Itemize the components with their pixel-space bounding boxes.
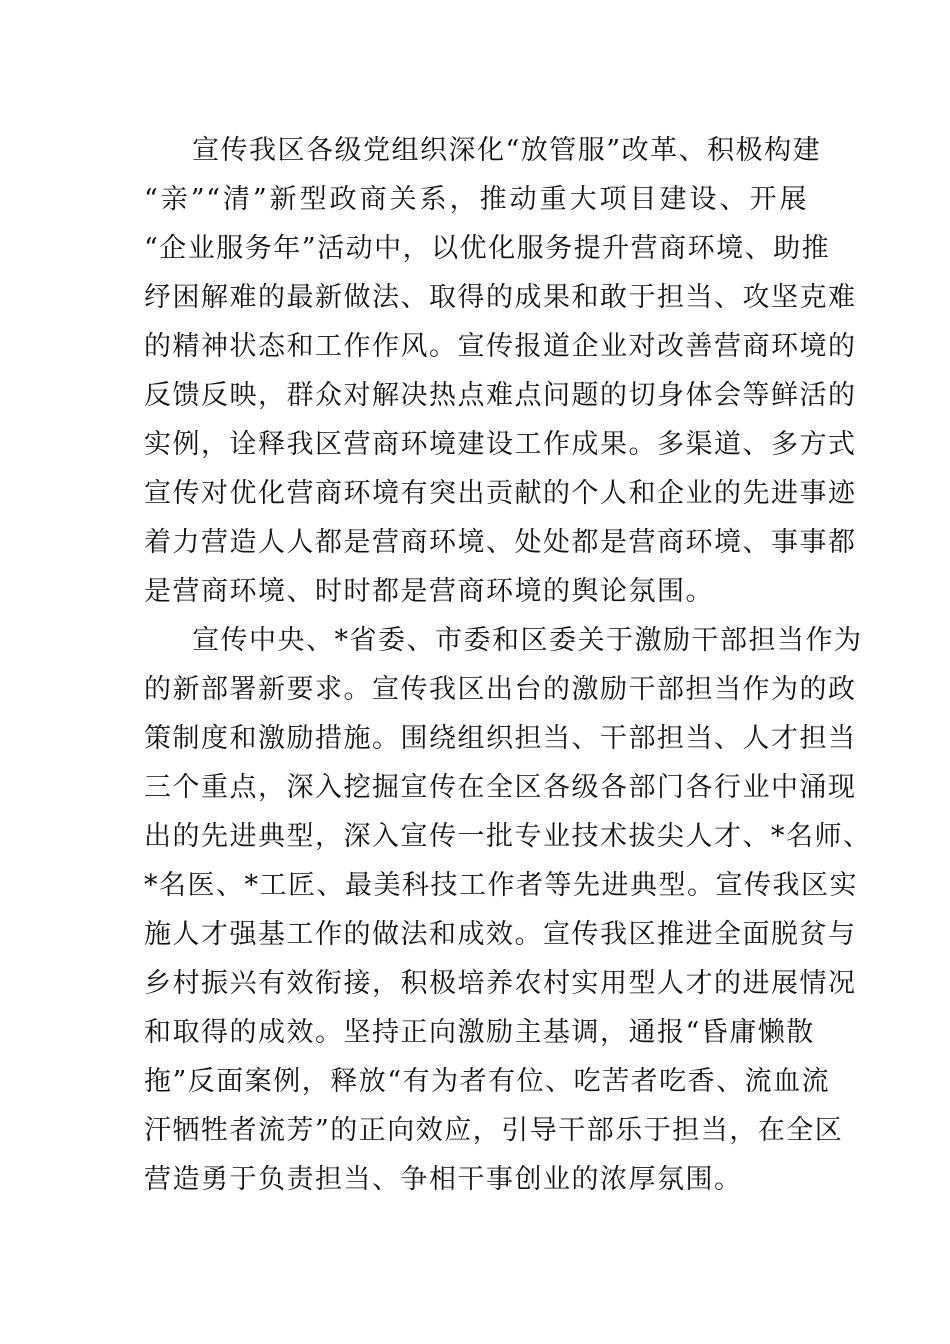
text-line: 是营商环境、时时都是营商环境的舆论氛围。 [144, 576, 714, 607]
text-line: 施人才强基工作的做法和成效。宣传我区推进全面脱贫与 [144, 919, 857, 950]
text-line: 反馈反映，群众对解决热点难点问题的切身体会等鲜活的 [144, 380, 857, 411]
text-line: 和取得的成效。坚持正向激励主基调，通报“昏庸懒散 [144, 1017, 815, 1048]
text-line: 纾困解难的最新做法、取得的成果和敢于担当、攻坚克难 [144, 282, 857, 313]
text-line: 实例，诠释我区营商环境建设工作成果。多渠道、多方式 [144, 429, 857, 460]
text-line: 的精神状态和工作作风。宣传报道企业对改善营商环境的 [144, 331, 857, 362]
text-line: 的新部署新要求。宣传我区出台的激励干部担当作为的政 [144, 674, 857, 705]
text-line: 三个重点，深入挖掘宣传在全区各级各部门各行业中涌现 [144, 772, 857, 803]
text-line: “企业服务年”活动中，以优化服务提升营商环境、助推 [144, 233, 831, 264]
document-body [144, 126, 872, 1204]
text-line: 策制度和激励措施。围绕组织担当、干部担当、人才担当 [144, 723, 857, 754]
text-line: *名医、*工匠、最美科技工作者等先进典型。宣传我区实 [144, 870, 858, 901]
text-line: 营造勇于负责担当、争相干事创业的浓厚氛围。 [144, 1164, 743, 1195]
text-line: 出的先进典型，深入宣传一批专业技术拔尖人才、*名师、 [144, 821, 872, 852]
text-line: 宣传对优化营商环境有突出贡献的个人和企业的先进事迹 [144, 478, 857, 509]
text-line: 宣传中央、*省委、市委和区委关于激励干部担当作为 [192, 625, 863, 656]
text-line: 宣传我区各级党组织深化“放管服”改革、积极构建 [192, 135, 822, 166]
paragraph-business-environment [144, 126, 857, 616]
text-line: 乡村振兴有效衔接，积极培养农村实用型人才的进展情况 [144, 968, 857, 999]
text-line: 拖”反面案例，释放“有为者有位、吃苦者吃香、流血流 [144, 1066, 831, 1097]
text-line: 着力营造人人都是营商环境、处处都是营商环境、事事都 [144, 527, 857, 558]
text-line: “亲”“清”新型政商关系，推动重大项目建设、开展 [144, 184, 808, 215]
text-line: 汗牺牲者流芳”的正向效应，引导干部乐于担当，在全区 [144, 1115, 844, 1146]
paragraph-cadre-incentives [144, 616, 872, 1204]
